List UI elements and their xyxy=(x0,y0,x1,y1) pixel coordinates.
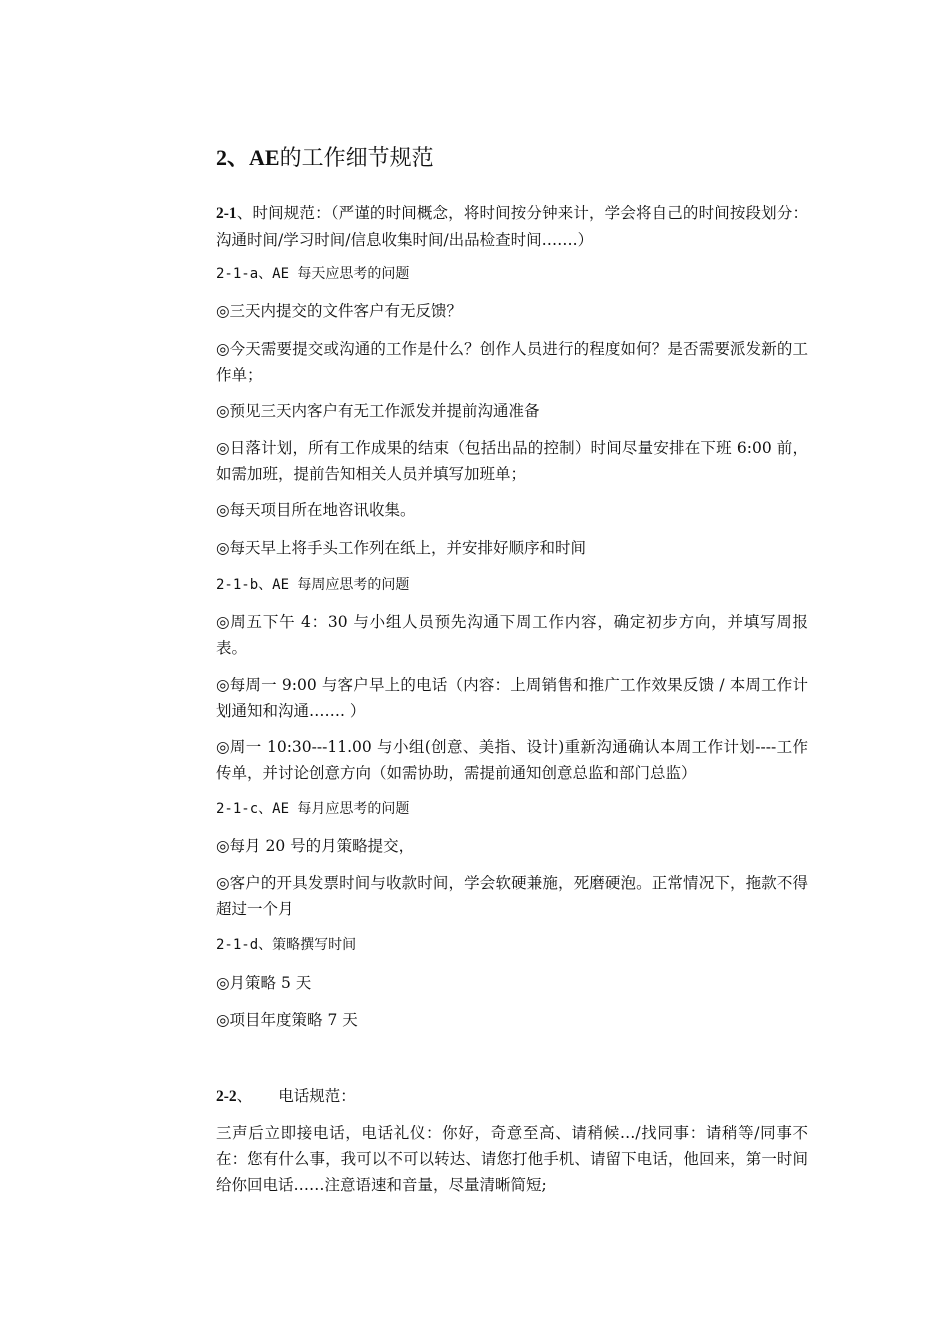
daily-item-5: ◎每天项目所在地咨讯收集。 xyxy=(216,501,416,519)
phone-norms-paragraph: 三声后立即接电话，电话礼仪：你好，奇意至高、请稍候…/找同事：请稍等/同事不在：您有什么事，我可以不可以转达、请您打他手机、请留下电话，他回来，第一时间给你回电话……注意语速和音量，尽量清晰简短; xyxy=(216,1124,808,1194)
daily-item-2: ◎今天需要提交或沟通的工作是什么？创作人员进行的程度如何？是否需要派发新的工作单； xyxy=(216,340,808,384)
strategy-item-2: ◎项目年度策略 7 天 xyxy=(216,1011,358,1029)
weekly-item-1: ◎周五下午 4：30 与小组人员预先沟通下周工作内容，确定初步方向，并填写周报表。 xyxy=(216,613,808,657)
section-title-number: 2、AE xyxy=(216,145,280,170)
phone-norms-label: 电话规范： xyxy=(278,1087,356,1105)
daily-item-4: ◎日落计划，所有工作成果的结束（包括出品的控制）时间尽量安排在下班 6:00 前，如需加班，提前告知相关人员并填写加班单； xyxy=(216,439,808,483)
time-norms-text: 、时间规范：（严谨的时间概念，将时间按分钟来计，学会将自己的时间按段划分：沟通时间/学习时间/信息收集时间/出品检查时间…….） xyxy=(216,204,808,249)
monthly-item-2: ◎客户的开具发票时间与收款时间，学会软硬兼施，死磨硬泡。正常情况下，拖款不得超过一个月 xyxy=(216,874,808,918)
phone-norms-heading xyxy=(216,1083,808,1110)
daily-item-1: ◎三天内提交的文件客户有无反馈？ xyxy=(216,302,463,320)
phone-norms-separator: 、 xyxy=(236,1087,253,1105)
weekly-item-3: ◎周一 10:30---11.00 与小组(创意、美指、设计)重新沟通确认本周工作计划----工作传单，并讨论创意方向（如需协助，需提前通知创意总监和部门总监） xyxy=(216,738,808,782)
weekly-questions-heading: 2-1-b、AE 每周应思考的问题 xyxy=(216,577,410,593)
section-title xyxy=(216,143,808,174)
time-norms-paragraph xyxy=(216,200,808,253)
strategy-item-1: ◎月策略 5 天 xyxy=(216,974,312,992)
daily-item-3: ◎预见三天内客户有无工作派发并提前沟通准备 xyxy=(216,402,540,420)
section-title-text: 的工作细节规范 xyxy=(279,146,434,171)
time-norms-number: 2-1 xyxy=(216,205,237,222)
phone-norms-number: 2-2 xyxy=(216,1088,237,1105)
strategy-time-heading: 2-1-d、策略撰写时间 xyxy=(216,937,357,953)
weekly-item-2: ◎每周一 9:00 与客户早上的电话（内容：上周销售和推广工作效果反馈 / 本周工作计划通知和沟通……. ） xyxy=(216,676,808,720)
daily-item-6: ◎每天早上将手头工作列在纸上，并安排好顺序和时间 xyxy=(216,539,587,557)
monthly-item-1: ◎每月 20 号的月策略提交， xyxy=(216,837,415,855)
daily-questions-heading: 2-1-a、AE 每天应思考的问题 xyxy=(216,266,410,282)
monthly-questions-heading: 2-1-c、AE 每月应思考的问题 xyxy=(216,801,410,817)
